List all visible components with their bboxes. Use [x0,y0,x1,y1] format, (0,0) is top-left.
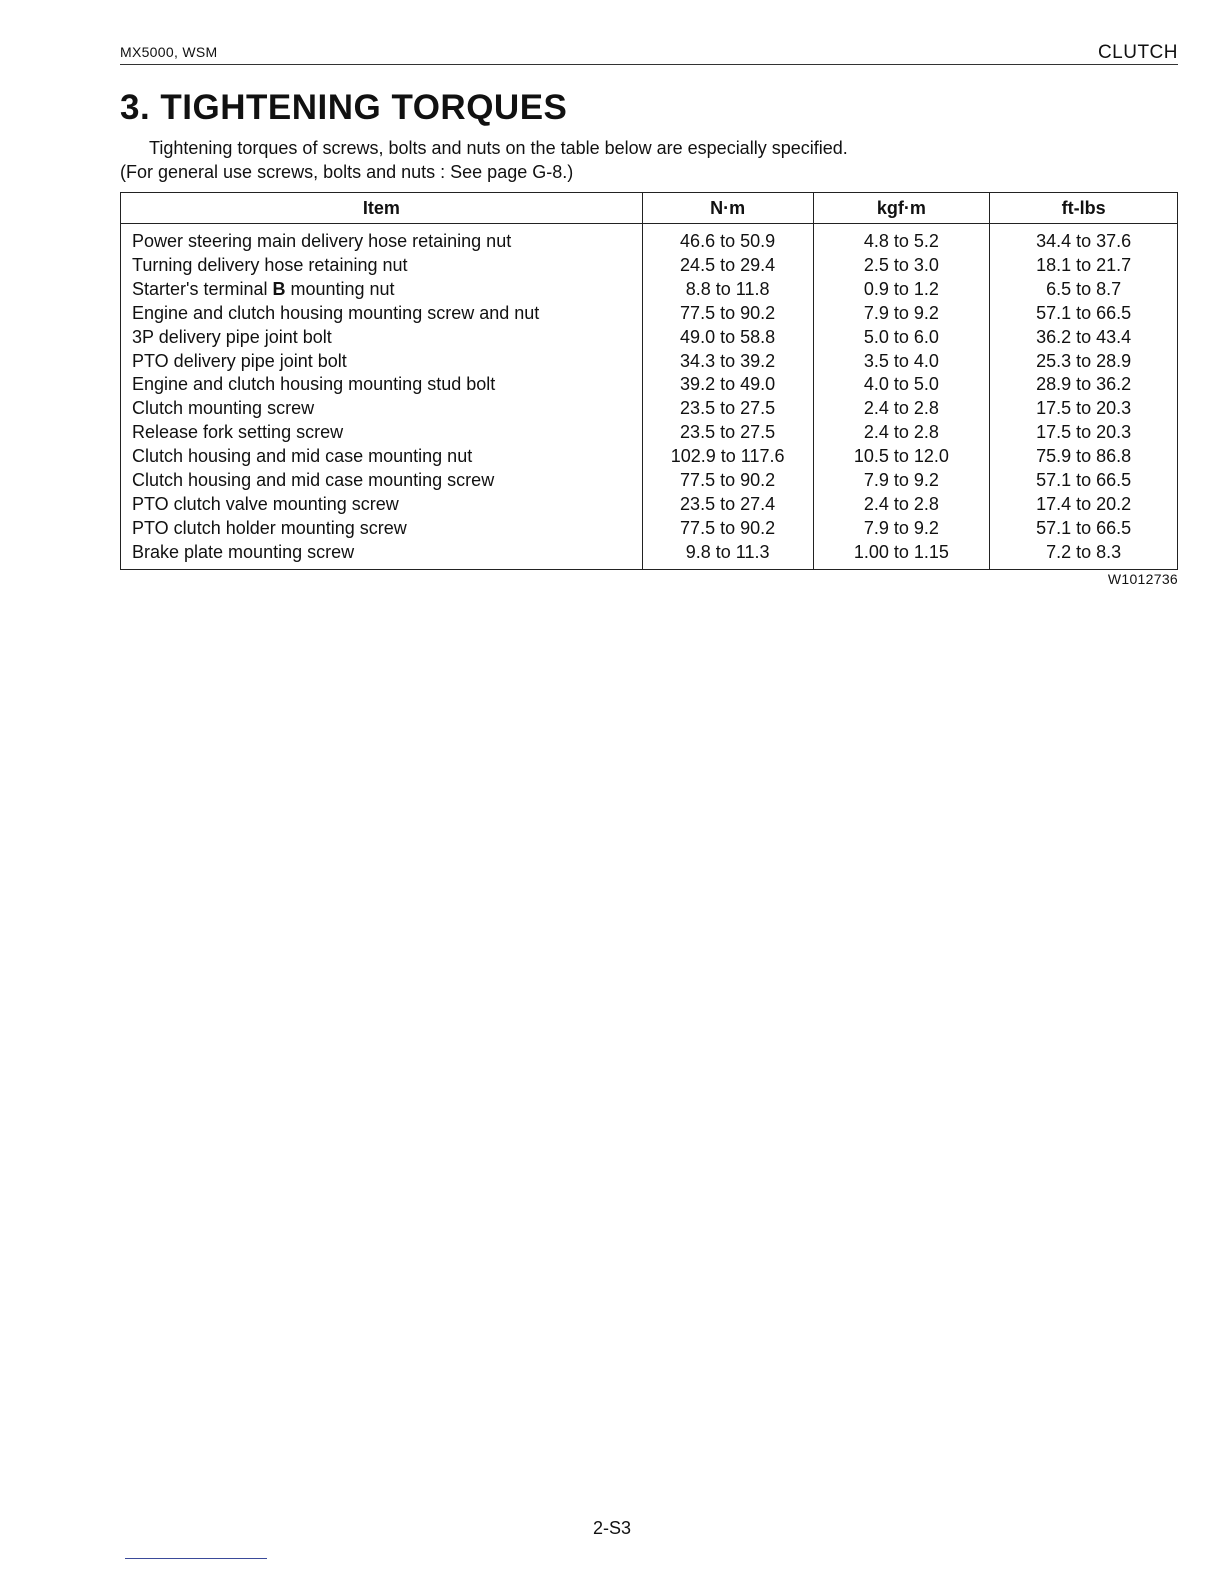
ftlbs-cell: 57.1 to 66.5 [990,517,1178,541]
ftlbs-cell: 75.9 to 86.8 [990,445,1178,469]
kgfm-cell: 0.9 to 1.2 [813,278,990,302]
nm-cell: 77.5 to 90.2 [642,469,813,493]
kgfm-cell: 1.00 to 1.15 [813,541,990,569]
item-cell: PTO delivery pipe joint bolt [121,350,643,374]
nm-cell: 46.6 to 50.9 [642,224,813,254]
ftlbs-cell: 17.5 to 20.3 [990,421,1178,445]
ftlbs-cell: 28.9 to 36.2 [990,373,1178,397]
intro-text [120,136,848,184]
item-cell: Engine and clutch housing mounting screw and nut [121,302,643,326]
item-cell: Release fork setting screw [121,421,643,445]
nm-cell: 77.5 to 90.2 [642,302,813,326]
page-number: 2-S3 [592,1518,632,1538]
kgfm-cell: 7.9 to 9.2 [813,517,990,541]
item-text-pre: Starter's terminal [132,278,273,299]
item-cell: PTO clutch holder mounting screw [121,517,643,541]
table-row [121,350,1178,374]
item-cell: 3P delivery pipe joint bolt [121,326,643,350]
nm-cell: 8.8 to 11.8 [642,278,813,302]
table-row [121,373,1178,397]
ftlbs-cell: 34.4 to 37.6 [990,224,1178,254]
table-header-row [121,193,1178,224]
column-header-ftlbs: ft-lbs [990,193,1178,224]
ftlbs-cell: 57.1 to 66.5 [990,302,1178,326]
ftlbs-cell: 7.2 to 8.3 [990,541,1178,569]
manual-name: MX5000, WSM [120,44,218,60]
ftlbs-cell: 18.1 to 21.7 [990,254,1178,278]
kgfm-cell: 7.9 to 9.2 [813,469,990,493]
item-cell: Clutch mounting screw [121,397,643,421]
terminal-label: B [272,278,286,299]
torque-table [120,192,1178,570]
ftlbs-cell: 17.5 to 20.3 [990,397,1178,421]
nm-cell: 9.8 to 11.3 [642,541,813,569]
item-cell: Brake plate mounting screw [121,541,643,569]
table-row [121,469,1178,493]
table-row [121,397,1178,421]
kgfm-cell: 2.4 to 2.8 [813,397,990,421]
item-cell [121,278,643,302]
table-row [121,493,1178,517]
ftlbs-cell: 57.1 to 66.5 [990,469,1178,493]
table-row [121,517,1178,541]
nm-cell: 102.9 to 117.6 [642,445,813,469]
kgfm-cell: 10.5 to 12.0 [813,445,990,469]
ftlbs-cell: 17.4 to 20.2 [990,493,1178,517]
ftlbs-cell: 25.3 to 28.9 [990,350,1178,374]
kgfm-cell: 2.4 to 2.8 [813,493,990,517]
page-title: 3. TIGHTENING TORQUES [120,88,568,127]
item-cell: Clutch housing and mid case mounting screw [121,469,643,493]
nm-cell: 34.3 to 39.2 [642,350,813,374]
ftlbs-cell: 6.5 to 8.7 [990,278,1178,302]
footer-rule [125,1558,267,1559]
nm-cell: 39.2 to 49.0 [642,373,813,397]
column-header-item: Item [121,193,643,224]
table-row [121,278,1178,302]
nm-cell: 24.5 to 29.4 [642,254,813,278]
table-row [121,302,1178,326]
item-cell: Engine and clutch housing mounting stud bolt [121,373,643,397]
item-cell: Clutch housing and mid case mounting nut [121,445,643,469]
table-row [121,445,1178,469]
table-row [121,421,1178,445]
kgfm-cell: 4.8 to 5.2 [813,224,990,254]
nm-cell: 49.0 to 58.8 [642,326,813,350]
table-row [121,326,1178,350]
kgfm-cell: 4.0 to 5.0 [813,373,990,397]
kgfm-cell: 3.5 to 4.0 [813,350,990,374]
intro-line-2: (For general use screws, bolts and nuts : See page G-8.) [120,162,574,182]
item-text-post: mounting nut [285,278,395,299]
page-header [120,42,1178,65]
table-row [121,541,1178,569]
item-cell: Power steering main delivery hose retaining nut [121,224,643,254]
nm-cell: 23.5 to 27.5 [642,397,813,421]
kgfm-cell: 5.0 to 6.0 [813,326,990,350]
table-row [121,224,1178,254]
table-row [121,254,1178,278]
kgfm-cell: 2.5 to 3.0 [813,254,990,278]
item-cell: PTO clutch valve mounting screw [121,493,643,517]
kgfm-cell: 7.9 to 9.2 [813,302,990,326]
kgfm-cell: 2.4 to 2.8 [813,421,990,445]
nm-cell: 77.5 to 90.2 [642,517,813,541]
document-code: W1012736 [1107,571,1178,587]
nm-cell: 23.5 to 27.4 [642,493,813,517]
ftlbs-cell: 36.2 to 43.4 [990,326,1178,350]
item-cell: Turning delivery hose retaining nut [121,254,643,278]
column-header-nm: N·m [642,193,813,224]
intro-line-1: Tightening torques of screws, bolts and nuts on the table below are especially specified. [149,138,848,158]
section-name: CLUTCH [1097,42,1178,63]
column-header-kgfm: kgf·m [813,193,990,224]
nm-cell: 23.5 to 27.5 [642,421,813,445]
